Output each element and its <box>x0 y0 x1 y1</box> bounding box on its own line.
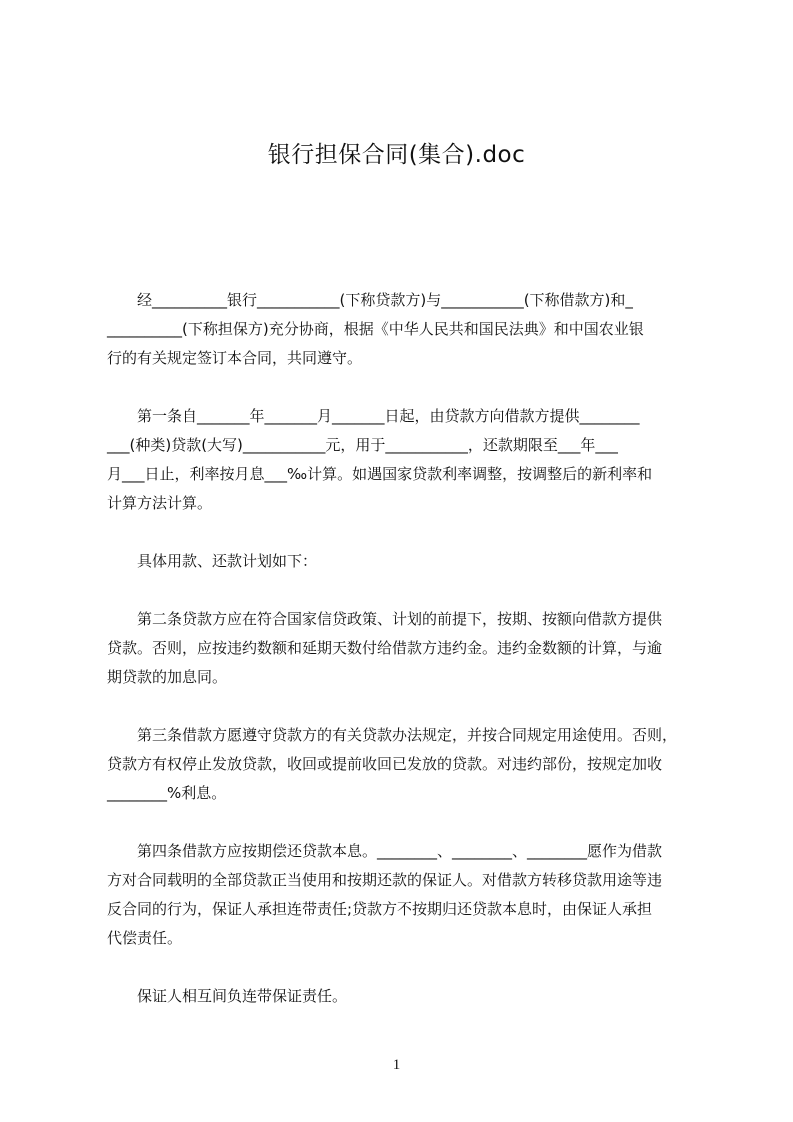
paragraph-line: 月___日止，利率按月息___‰计算。如遇国家贷款利率调整，按调整后的新利率和 <box>107 465 653 483</box>
paragraph-article-4 <box>107 837 707 953</box>
paragraph-article-1 <box>107 402 707 518</box>
paragraph-line: 反合同的行为，保证人承担连带责任;贷款方不按期归还贷款本息时，由保证人承担 <box>107 900 653 918</box>
paragraph-line: 第一条自_______年_______月_______日起，由贷款方向借款方提供________ <box>137 407 640 425</box>
paragraph-plan <box>107 547 707 576</box>
document-title: 银行担保合同(集合).doc <box>267 142 526 168</box>
paragraph-line: 第三条借款方愿遵守贷款方的有关贷款办法规定，并按合同规定用途使用。否则， <box>137 726 678 744</box>
paragraph-line: 经__________银行___________(下称贷款方)与___________(下称借款方)和_ <box>137 291 633 309</box>
paragraph-intro <box>107 286 707 373</box>
paragraph-line: 第二条贷款方应在符合国家信贷政策、计划的前提下，按期、按额向借款方提供 <box>137 610 663 628</box>
paragraph-line: 方对合同载明的全部贷款正当使用和按期还款的保证人。对借款方转移贷款用途等违 <box>107 871 663 889</box>
paragraph-line: ________%利息。 <box>107 784 227 802</box>
paragraph-line: 计算方法计算。 <box>107 494 213 512</box>
paragraph-article-2 <box>107 605 707 692</box>
paragraph-line: 保证人相互间负连带保证责任。 <box>137 987 348 1005</box>
paragraph-line: 贷款。否则，应按违约数额和延期天数付给借款方违约金。违约金数额的计算，与逾 <box>107 639 663 657</box>
paragraph-guarantor-liability <box>107 982 707 1011</box>
paragraph-line: 代偿责任。 <box>107 929 183 947</box>
paragraph-line: ___(种类)贷款(大写)___________元，用于___________，还款期限至___年___ <box>107 436 618 454</box>
paragraph-article-3 <box>107 721 707 808</box>
page-number: 1 <box>392 1057 401 1073</box>
contract-body <box>107 286 707 1040</box>
paragraph-line: 期贷款的加息同。 <box>107 668 228 686</box>
paragraph-line: 行的有关规定签订本合同，共同遵守。 <box>107 349 363 367</box>
paragraph-line: 第四条借款方应按期偿还贷款本息。________、________、________愿作为借款 <box>137 842 663 860</box>
paragraph-line: __________(下称担保方)充分协商，根据《中华人民共和国民法典》和中国农业银 <box>107 320 644 338</box>
paragraph-line: 具体用款、还款计划如下： <box>137 552 318 570</box>
paragraph-line: 贷款方有权停止发放贷款，收回或提前收回已发放的贷款。对违约部份，按规定加收 <box>107 755 663 773</box>
